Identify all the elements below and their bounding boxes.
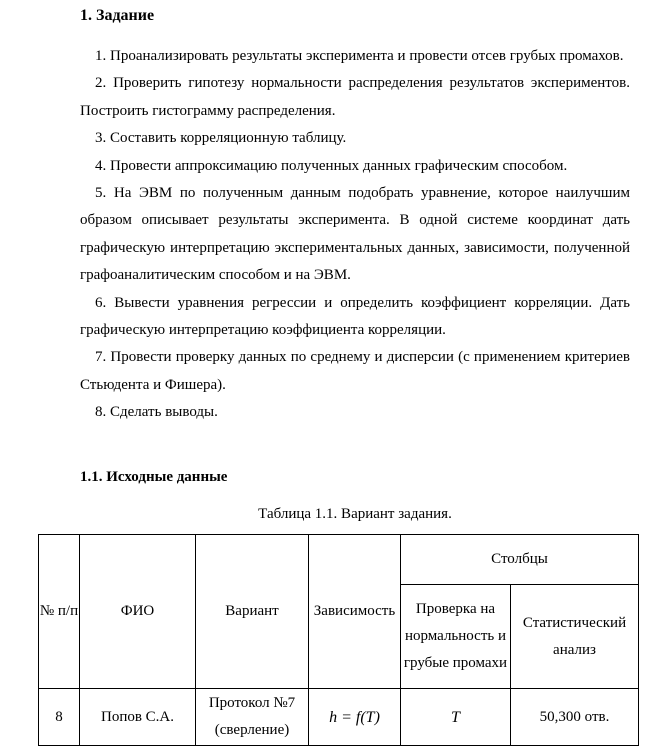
task-list [80, 43, 630, 427]
header-normality: Проверка на нормальность и грубые промахи [401, 585, 511, 689]
header-dependency: Зависимость [309, 535, 401, 689]
cell-fio: Попов С.А. [80, 689, 196, 746]
variant-table [38, 534, 639, 746]
task-item: 8. Сделать выводы. [95, 404, 218, 421]
header-num: № п/п [39, 535, 80, 689]
subsection-heading: 1.1. Исходные данные [80, 469, 228, 485]
header-columns: Столбцы [401, 535, 639, 585]
cell-num: 8 [39, 689, 80, 746]
table-caption: Таблица 1.1. Вариант задания. [258, 506, 452, 522]
cell-dependency: h = f(T) [309, 689, 401, 746]
task-item: 3. Составить корреляционную таблицу. [95, 130, 347, 147]
header-stat: Статистический анализ [511, 585, 639, 689]
task-item: 7. Провести проверку данных по среднему и дисперсии (с применением критериев Стьюдента и Фишера). [80, 349, 630, 393]
task-item: 4. Провести аппроксимацию полученных данных графическим способом. [95, 157, 568, 174]
header-fio: ФИО [80, 535, 196, 689]
cell-normality: T [401, 689, 511, 746]
header-variant: Вариант [196, 535, 309, 689]
task-item: 6. Вывести уравнения регрессии и определить коэффициент корреляции. Дать графическую интерпретацию коэффициента корреляции. [80, 294, 630, 339]
cell-stat: 50,300 отв. [511, 689, 639, 746]
task-item: 1. Проанализировать результаты эксперимента и провести отсев грубых промахов. [95, 48, 624, 64]
task-item: 5. На ЭВМ по полученным данным подобрать уравнение, которое наилучшим образом описывает результаты эксперимента. В одной системе координат дать графическую интерпретацию экспериментальных данных, зависимости, полученной графоаналитическим способом и на ЭВМ. [80, 185, 630, 284]
task-item: 2. Проверить гипотезу нормальности распределения результатов экспериментов. Построить гистограмму распределения. [80, 75, 630, 119]
cell-variant: Протокол №7 (сверление) [196, 689, 309, 746]
section-heading: 1. Задание [80, 7, 155, 24]
